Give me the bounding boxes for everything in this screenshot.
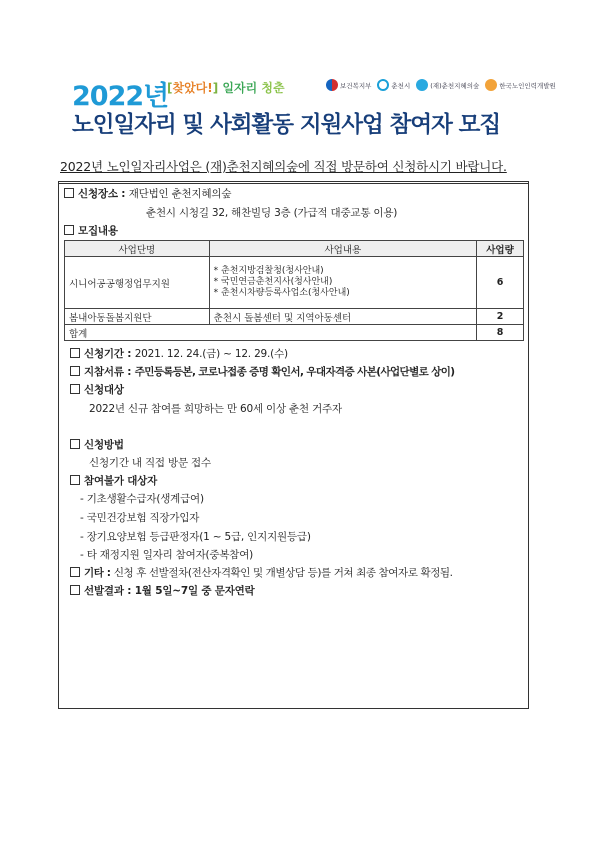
list-item: - 국민건강보험 직장가입자 (80, 512, 200, 524)
logo-chuncheon (377, 79, 410, 91)
documents-label: 지참서류 (84, 366, 124, 378)
checkbox-icon (64, 188, 74, 198)
method-value: 신청기간 내 직접 방문 접수 (89, 457, 211, 469)
location-row: 신청장소 : 재단법인 춘천지혜의숲 (64, 186, 231, 201)
recruit-row (64, 223, 118, 238)
logo-label: 한국노인인력개발원 (499, 81, 556, 90)
recruit-label: 모집내용 (78, 225, 118, 237)
logo-label: 춘천시 (391, 81, 411, 90)
etc-label: 기타 (84, 567, 104, 579)
result-value: 1월 5일~7일 중 문자연락 (134, 585, 255, 597)
checkbox-icon (64, 225, 74, 235)
header-cell: 사업량 (477, 241, 524, 257)
table-header-row (65, 241, 524, 257)
content-item: * 춘천시차량등록사업소(청사안내) (213, 288, 350, 298)
team-qty: 6 (477, 257, 524, 309)
target-value: 2022년 신규 참여를 희망하는 만 60세 이상 춘천 거주자 (89, 403, 342, 415)
documents-row: 지참서류 : 주민등록등본, 코로나접종 증명 확인서, 우대자격증 사본(사업단별로 상이) (70, 364, 455, 379)
checkbox-icon (70, 567, 80, 577)
kordi-icon (485, 79, 497, 91)
list-item: - 타 재정지원 일자리 참여자(중복참여) (80, 549, 254, 561)
sponsor-logos (326, 79, 556, 91)
ineligible-row (70, 473, 157, 488)
chuncheon-city-icon (377, 79, 389, 91)
checkbox-icon (70, 475, 80, 485)
content-item: * 국민연금춘천지사(청사안내) (213, 277, 333, 287)
logo-kordi (485, 79, 556, 91)
slogan-bracket-close: ] (212, 81, 219, 95)
period-value: 2021. 12. 24.(금) ~ 12. 29.(수) (134, 348, 288, 360)
period-row: 신청기간 : 2021. 12. 24.(금) ~ 12. 29.(수) (70, 346, 288, 361)
team-contents (209, 257, 476, 309)
location-value: 재단법인 춘천지혜의숲 (128, 188, 232, 200)
content-item: * 춘천지방검찰청(청사안내) (213, 266, 324, 276)
checkbox-icon (70, 384, 80, 394)
target-label: 신청대상 (84, 384, 124, 396)
location-address: 춘천시 시청길 32, 해찬빌딩 3층 (가급적 대중교통 이용) (146, 207, 398, 219)
result-label: 선발결과 (84, 585, 124, 597)
logo-wisdom-forest (416, 79, 479, 91)
slogan-part2: 일자리 (218, 81, 258, 95)
page-title: 노인일자리 및 사회활동 지원사업 참여자 모집 (72, 112, 501, 138)
logo-mohw (326, 79, 371, 91)
checkbox-icon (70, 439, 80, 449)
target-row (70, 382, 124, 397)
total-label: 합계 (65, 325, 477, 341)
etc-row: 기타 : 신청 후 선발절차(전산자격확인 및 개별상담 등)를 거쳐 최종 참여자로 확정됨. (70, 565, 453, 580)
slogan (167, 79, 285, 96)
taegeuk-icon (326, 79, 338, 91)
team-contents: 춘천시 돌봄센터 및 지역아동센터 (209, 309, 476, 325)
total-value: 8 (477, 325, 524, 341)
etc-value: 신청 후 선발절차(전산자격확인 및 개별상담 등)를 거쳐 최종 참여자로 확정됨. (113, 567, 453, 579)
intro-notice: 2022년 노인일자리사업은 (재)춘천지혜의숲에 직접 방문하여 신청하시기 바랍니다. (60, 159, 507, 174)
list-item: - 장기요양보험 등급판정자(1 ~ 5급, 인지지원등급) (80, 531, 311, 543)
method-label: 신청방법 (84, 439, 124, 451)
list-item: - 기초생활수급자(생계급여) (80, 493, 204, 505)
documents-value: 주민등록등본, 코로나접종 증명 확인서, 우대자격증 사본(사업단별로 상이) (134, 366, 455, 378)
slogan-part3: 청춘 (257, 81, 285, 95)
recruit-table (64, 240, 524, 341)
team-name: 봄내아동돌봄지원단 (65, 309, 210, 325)
checkbox-icon (70, 366, 80, 376)
logo-label: (재)춘천지혜의숲 (430, 81, 480, 90)
header-cell: 사업단명 (65, 241, 210, 257)
frame-divider (58, 183, 529, 184)
wisdom-icon (416, 79, 428, 91)
table-row (65, 257, 524, 309)
team-name: 시니어공공행정업무지원 (65, 257, 210, 309)
ineligible-label: 참여불가 대상자 (84, 475, 158, 487)
method-row (70, 437, 124, 452)
table-total-row (65, 325, 524, 341)
poster-year: 2022년 (72, 81, 169, 112)
logo-label: 보건복지부 (340, 81, 372, 90)
checkbox-icon (70, 348, 80, 358)
result-row: 선발결과 : 1월 5일~7일 중 문자연락 (70, 583, 255, 598)
checkbox-icon (70, 585, 80, 595)
table-row (65, 309, 524, 325)
location-label: 신청장소 (78, 188, 118, 200)
team-qty: 2 (477, 309, 524, 325)
period-label: 신청기간 (84, 348, 124, 360)
header-cell: 사업내용 (209, 241, 476, 257)
slogan-part1: 찾았다! (172, 81, 213, 95)
slogan-bracket-open: [ (167, 81, 173, 95)
